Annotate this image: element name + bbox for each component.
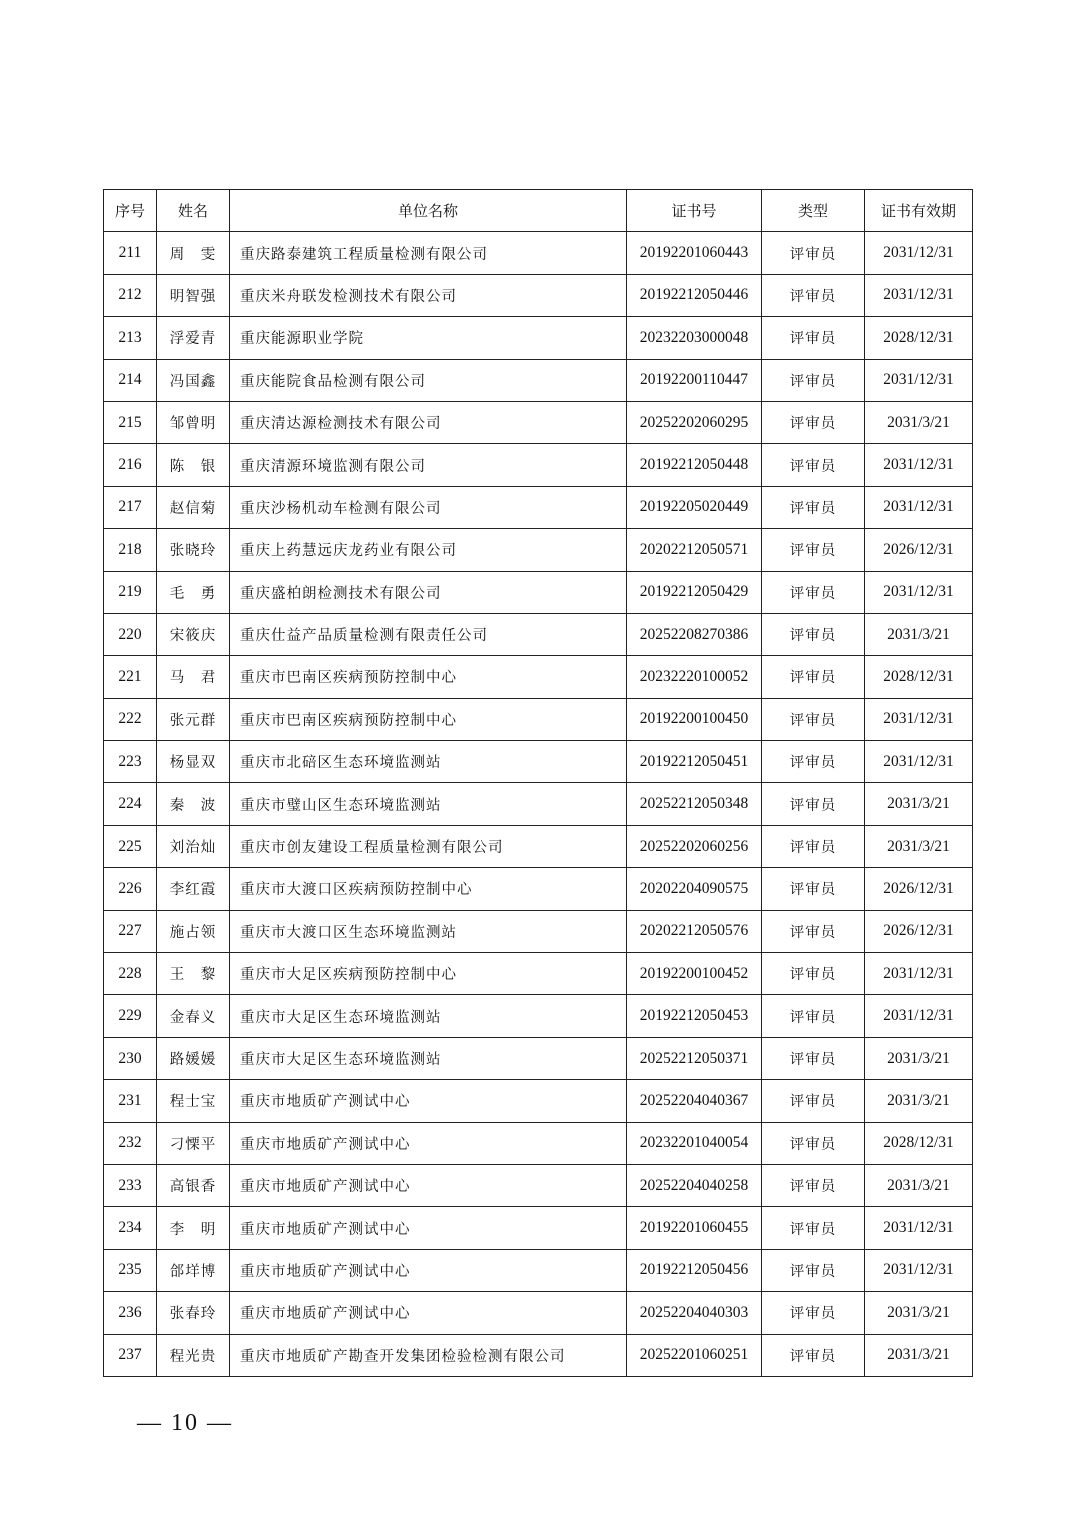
cell-validity: 2031/12/31	[865, 232, 973, 274]
cell-validity: 2031/3/21	[865, 783, 973, 825]
cell-serial: 237	[104, 1334, 157, 1376]
cell-type: 评审员	[762, 571, 865, 613]
cell-serial: 222	[104, 698, 157, 740]
cell-name: 邹曾明	[157, 401, 230, 443]
cell-validity: 2031/3/21	[865, 825, 973, 867]
cell-validity: 2031/12/31	[865, 741, 973, 783]
cell-type: 评审员	[762, 613, 865, 655]
table-row	[104, 783, 973, 825]
table-row	[104, 274, 973, 316]
table-row	[104, 910, 973, 952]
cell-cert-number: 20202204090575	[627, 868, 762, 910]
cell-unit: 重庆清达源检测技术有限公司	[230, 401, 627, 443]
cell-serial: 224	[104, 783, 157, 825]
table-row	[104, 953, 973, 995]
cell-cert-number: 20192200110447	[627, 359, 762, 401]
cell-validity: 2031/12/31	[865, 1207, 973, 1249]
cell-unit: 重庆仕益产品质量检测有限责任公司	[230, 613, 627, 655]
cell-validity: 2031/12/31	[865, 995, 973, 1037]
cell-cert-number: 20192212050453	[627, 995, 762, 1037]
cell-cert-number: 20192212050429	[627, 571, 762, 613]
cell-type: 评审员	[762, 1292, 865, 1334]
cell-type: 评审员	[762, 359, 865, 401]
cell-type: 评审员	[762, 232, 865, 274]
cell-unit: 重庆市大渡口区疾病预防控制中心	[230, 868, 627, 910]
cell-unit: 重庆市大足区疾病预防控制中心	[230, 953, 627, 995]
cell-name: 路媛媛	[157, 1037, 230, 1079]
cell-serial: 218	[104, 529, 157, 571]
cell-serial: 231	[104, 1080, 157, 1122]
cell-serial: 221	[104, 656, 157, 698]
cell-name: 赵信菊	[157, 486, 230, 528]
cell-type: 评审员	[762, 783, 865, 825]
table-row	[104, 401, 973, 443]
cell-validity: 2031/12/31	[865, 953, 973, 995]
cell-cert-number: 20192201060443	[627, 232, 762, 274]
cell-type: 评审员	[762, 1122, 865, 1164]
cell-type: 评审员	[762, 1249, 865, 1291]
cell-name: 王 黎	[157, 953, 230, 995]
table-row	[104, 232, 973, 274]
cell-unit: 重庆市北碚区生态环境监测站	[230, 741, 627, 783]
reviewer-table	[103, 189, 973, 1377]
cell-cert-number: 20232220100052	[627, 656, 762, 698]
cell-name: 杨显双	[157, 741, 230, 783]
cell-name: 陈 银	[157, 444, 230, 486]
cell-name: 刘治灿	[157, 825, 230, 867]
cell-name: 毛 勇	[157, 571, 230, 613]
cell-validity: 2026/12/31	[865, 868, 973, 910]
cell-cert-number: 20192200100450	[627, 698, 762, 740]
cell-name: 张元群	[157, 698, 230, 740]
cell-serial: 214	[104, 359, 157, 401]
cell-type: 评审员	[762, 825, 865, 867]
header-serial: 序号	[104, 190, 157, 232]
cell-cert-number: 20192205020449	[627, 486, 762, 528]
cell-name: 张春玲	[157, 1292, 230, 1334]
cell-type: 评审员	[762, 529, 865, 571]
cell-serial: 234	[104, 1207, 157, 1249]
cell-validity: 2026/12/31	[865, 910, 973, 952]
cell-unit: 重庆沙杨机动车检测有限公司	[230, 486, 627, 528]
cell-type: 评审员	[762, 274, 865, 316]
table-body	[104, 232, 973, 1377]
cell-name: 张晓玲	[157, 529, 230, 571]
cell-unit: 重庆市地质矿产测试中心	[230, 1164, 627, 1206]
header-unit: 单位名称	[230, 190, 627, 232]
cell-serial: 215	[104, 401, 157, 443]
table-row	[104, 571, 973, 613]
cell-name: 李红霞	[157, 868, 230, 910]
cell-type: 评审员	[762, 910, 865, 952]
header-validity: 证书有效期	[865, 190, 973, 232]
cell-type: 评审员	[762, 995, 865, 1037]
cell-unit: 重庆市璧山区生态环境监测站	[230, 783, 627, 825]
table-row	[104, 1164, 973, 1206]
table-row	[104, 359, 973, 401]
cell-validity: 2031/12/31	[865, 444, 973, 486]
cell-serial: 220	[104, 613, 157, 655]
cell-type: 评审员	[762, 1080, 865, 1122]
cell-name: 浮爱青	[157, 317, 230, 359]
page-number: — 10 —	[137, 1410, 233, 1436]
cell-unit: 重庆清源环境监测有限公司	[230, 444, 627, 486]
cell-validity: 2031/12/31	[865, 698, 973, 740]
cell-validity: 2031/3/21	[865, 1080, 973, 1122]
cell-type: 评审员	[762, 1037, 865, 1079]
cell-cert-number: 20252202060295	[627, 401, 762, 443]
table-row	[104, 317, 973, 359]
cell-type: 评审员	[762, 698, 865, 740]
cell-name: 宋筱庆	[157, 613, 230, 655]
cell-name: 明智强	[157, 274, 230, 316]
header-type: 类型	[762, 190, 865, 232]
cell-unit: 重庆上药慧远庆龙药业有限公司	[230, 529, 627, 571]
cell-name: 程光贵	[157, 1334, 230, 1376]
cell-unit: 重庆能源职业学院	[230, 317, 627, 359]
cell-serial: 226	[104, 868, 157, 910]
cell-validity: 2031/12/31	[865, 1249, 973, 1291]
cell-cert-number: 20252204040258	[627, 1164, 762, 1206]
cell-serial: 213	[104, 317, 157, 359]
cell-serial: 217	[104, 486, 157, 528]
cell-type: 评审员	[762, 317, 865, 359]
cell-validity: 2028/12/31	[865, 317, 973, 359]
cell-validity: 2031/3/21	[865, 1292, 973, 1334]
cell-unit: 重庆市巴南区疾病预防控制中心	[230, 656, 627, 698]
cell-cert-number: 20252204040303	[627, 1292, 762, 1334]
table-row	[104, 486, 973, 528]
cell-unit: 重庆能院食品检测有限公司	[230, 359, 627, 401]
cell-serial: 233	[104, 1164, 157, 1206]
cell-serial: 219	[104, 571, 157, 613]
cell-serial: 212	[104, 274, 157, 316]
cell-type: 评审员	[762, 868, 865, 910]
table-row	[104, 444, 973, 486]
table-row	[104, 1292, 973, 1334]
cell-unit: 重庆市地质矿产测试中心	[230, 1080, 627, 1122]
cell-type: 评审员	[762, 953, 865, 995]
cell-name: 高银香	[157, 1164, 230, 1206]
cell-name: 施占领	[157, 910, 230, 952]
table-row	[104, 1037, 973, 1079]
cell-cert-number: 20202212050576	[627, 910, 762, 952]
cell-type: 评审员	[762, 656, 865, 698]
table-row	[104, 825, 973, 867]
cell-name: 李 明	[157, 1207, 230, 1249]
cell-serial: 211	[104, 232, 157, 274]
header-name: 姓名	[157, 190, 230, 232]
cell-serial: 230	[104, 1037, 157, 1079]
cell-serial: 236	[104, 1292, 157, 1334]
cell-type: 评审员	[762, 741, 865, 783]
cell-name: 程士宝	[157, 1080, 230, 1122]
table-row	[104, 741, 973, 783]
cell-validity: 2031/12/31	[865, 486, 973, 528]
cell-validity: 2028/12/31	[865, 656, 973, 698]
cell-cert-number: 20252202060256	[627, 825, 762, 867]
table-row	[104, 868, 973, 910]
cell-unit: 重庆市地质矿产测试中心	[230, 1122, 627, 1164]
table-row	[104, 1207, 973, 1249]
cell-name: 郃垟博	[157, 1249, 230, 1291]
cell-cert-number: 20252201060251	[627, 1334, 762, 1376]
cell-validity: 2031/12/31	[865, 274, 973, 316]
cell-unit: 重庆市创友建设工程质量检测有限公司	[230, 825, 627, 867]
cell-type: 评审员	[762, 1207, 865, 1249]
cell-cert-number: 20202212050571	[627, 529, 762, 571]
cell-cert-number: 20232203000048	[627, 317, 762, 359]
cell-validity: 2031/3/21	[865, 613, 973, 655]
cell-cert-number: 20252212050348	[627, 783, 762, 825]
cell-name: 刁慄平	[157, 1122, 230, 1164]
cell-unit: 重庆米舟联发检测技术有限公司	[230, 274, 627, 316]
header-cert-number: 证书号	[627, 190, 762, 232]
cell-serial: 228	[104, 953, 157, 995]
cell-cert-number: 20192212050448	[627, 444, 762, 486]
cell-serial: 225	[104, 825, 157, 867]
cell-type: 评审员	[762, 444, 865, 486]
cell-serial: 227	[104, 910, 157, 952]
cell-validity: 2031/12/31	[865, 571, 973, 613]
cell-validity: 2031/3/21	[865, 1037, 973, 1079]
cell-serial: 235	[104, 1249, 157, 1291]
table-row	[104, 529, 973, 571]
cell-cert-number: 20252204040367	[627, 1080, 762, 1122]
cell-cert-number: 20232201040054	[627, 1122, 762, 1164]
cell-serial: 232	[104, 1122, 157, 1164]
cell-validity: 2031/3/21	[865, 1164, 973, 1206]
cell-unit: 重庆市地质矿产勘查开发集团检验检测有限公司	[230, 1334, 627, 1376]
table-row	[104, 1122, 973, 1164]
cell-name: 秦 波	[157, 783, 230, 825]
cell-unit: 重庆市地质矿产测试中心	[230, 1249, 627, 1291]
cell-serial: 229	[104, 995, 157, 1037]
cell-cert-number: 20192201060455	[627, 1207, 762, 1249]
table-row	[104, 656, 973, 698]
cell-unit: 重庆市大足区生态环境监测站	[230, 1037, 627, 1079]
table-row	[104, 995, 973, 1037]
table-row	[104, 613, 973, 655]
table-row	[104, 1080, 973, 1122]
cell-unit: 重庆市地质矿产测试中心	[230, 1207, 627, 1249]
table-row	[104, 1249, 973, 1291]
cell-unit: 重庆市地质矿产测试中心	[230, 1292, 627, 1334]
cell-cert-number: 20192212050451	[627, 741, 762, 783]
cell-unit: 重庆市大足区生态环境监测站	[230, 995, 627, 1037]
cell-validity: 2031/12/31	[865, 359, 973, 401]
cell-name: 周 雯	[157, 232, 230, 274]
cell-unit: 重庆路泰建筑工程质量检测有限公司	[230, 232, 627, 274]
cell-type: 评审员	[762, 1334, 865, 1376]
cell-type: 评审员	[762, 486, 865, 528]
cell-validity: 2031/3/21	[865, 401, 973, 443]
cell-cert-number: 20192200100452	[627, 953, 762, 995]
cell-cert-number: 20252212050371	[627, 1037, 762, 1079]
cell-validity: 2031/3/21	[865, 1334, 973, 1376]
cell-cert-number: 20252208270386	[627, 613, 762, 655]
table-header-row	[104, 190, 973, 232]
cell-validity: 2026/12/31	[865, 529, 973, 571]
cell-name: 金春义	[157, 995, 230, 1037]
cell-type: 评审员	[762, 1164, 865, 1206]
cell-serial: 223	[104, 741, 157, 783]
cell-unit: 重庆市巴南区疾病预防控制中心	[230, 698, 627, 740]
cell-unit: 重庆市大渡口区生态环境监测站	[230, 910, 627, 952]
cell-cert-number: 20192212050456	[627, 1249, 762, 1291]
cell-name: 马 君	[157, 656, 230, 698]
table-row	[104, 1334, 973, 1376]
cell-validity: 2028/12/31	[865, 1122, 973, 1164]
table-row	[104, 698, 973, 740]
cell-type: 评审员	[762, 401, 865, 443]
cell-unit: 重庆盛柏朗检测技术有限公司	[230, 571, 627, 613]
cell-serial: 216	[104, 444, 157, 486]
cell-name: 冯国鑫	[157, 359, 230, 401]
cell-cert-number: 20192212050446	[627, 274, 762, 316]
